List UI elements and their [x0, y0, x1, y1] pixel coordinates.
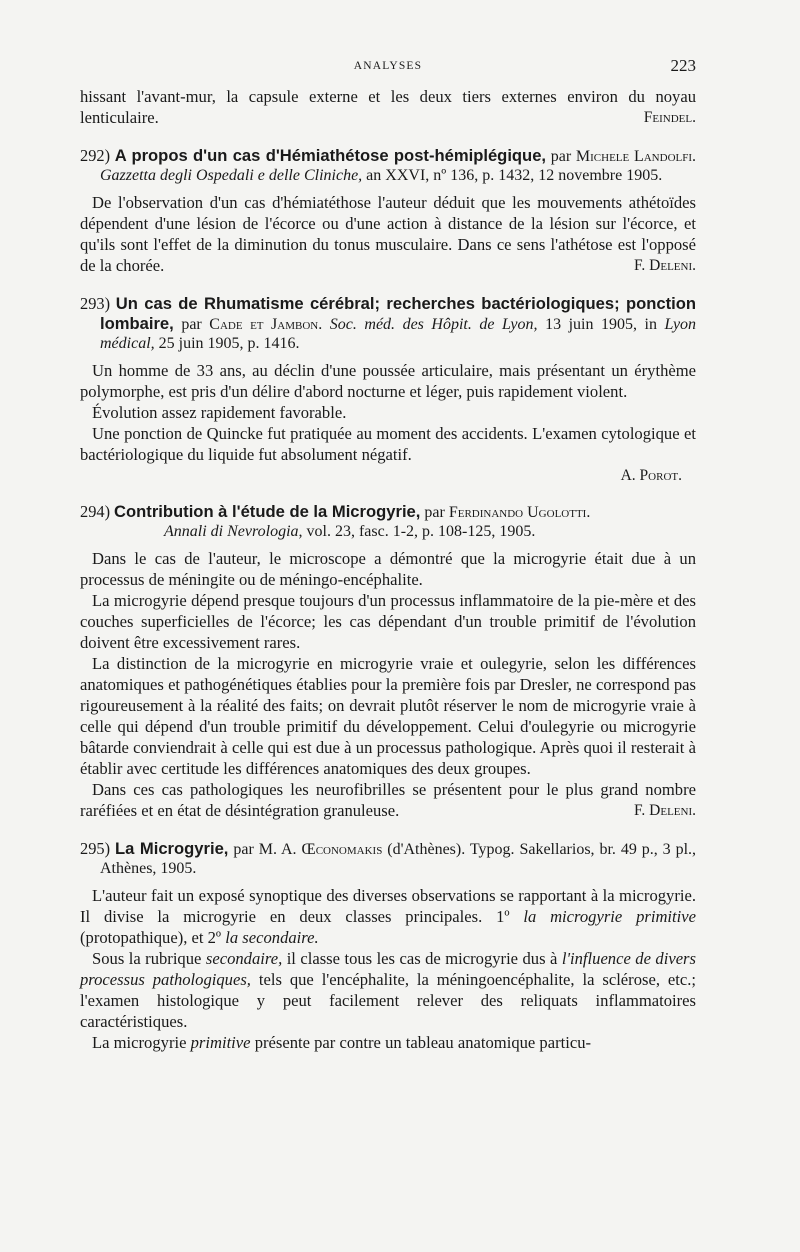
- entry-paragraph: Évolution assez rapidement favorable.: [92, 403, 347, 422]
- entry-authors: Cade et Jambon.: [209, 316, 323, 333]
- entry-source: Gazzetta degli Ospedali e delle Cliniche,: [100, 167, 363, 184]
- entry-authors: Ferdinando Ugolotti.: [448, 504, 591, 521]
- entry-par: par: [181, 316, 202, 333]
- entry-number: 293): [80, 294, 111, 313]
- entry-paragraph: La microgyrie dépend presque toujours d'un processus inflammatoire de la pie-mère et des couches superficielles de l'écorce; les cas dépendant d'un trouble primitif de l'évolution doivent être excessivement rares.: [80, 591, 696, 652]
- entry-details: vol. 23, fasc. 1-2, p. 108-125, 1905.: [306, 523, 536, 540]
- entry-details: an XXVI, nº 136, p. 1432, 12 novembre 1905.: [366, 167, 663, 184]
- entry-signature: F. Deleni.: [634, 257, 696, 274]
- entry-par: par: [550, 148, 572, 165]
- running-title: ANALYSES: [353, 60, 423, 72]
- running-head: [80, 56, 696, 80]
- entry-paragraph: Un homme de 33 ans, au déclin d'une poussée articulaire, mais présentant un érythème polymorphe, est pris d'un délire d'abord nocturne et léger, puis rapidement violent.: [80, 361, 696, 401]
- entry-title: Un cas de Rhumatisme cérébral; recherches bactériologiques; ponction lombaire,: [100, 294, 697, 333]
- abstract-entry-295: [80, 839, 696, 1053]
- entry-title: La Microgyrie,: [114, 839, 229, 858]
- entry-paragraph: Dans le cas de l'auteur, le microscope a démontré que la microgyrie était due à un processus de méningite ou de méningo-encéphalite.: [80, 549, 696, 589]
- entry-source: Annali di Nevrologia,: [164, 523, 303, 540]
- continuation-text: [80, 86, 696, 128]
- entry-paragraph: Une ponction de Quincke fut pratiquée au moment des accidents. L'examen cytologique et bactériologique du liquide fut absolument négatif.: [80, 424, 696, 464]
- entry-emphasis: la secondaire.: [225, 928, 319, 947]
- entry-details: (d'Athènes). Typog. Sakellarios, br. 49 p., 3 pl., Athènes, 1905.: [100, 841, 697, 877]
- entry-paragraph-text: il classe tous les cas de microgyrie dus à: [286, 949, 558, 968]
- entry-title: A propos d'un cas d'Hémiathétose post-hémiplégique,: [114, 146, 547, 165]
- entry-details-2: 25 juin 1905, p. 1416.: [158, 335, 300, 352]
- entry-title: Contribution à l'étude de la Microgyrie,: [114, 502, 421, 521]
- page-number: 223: [670, 56, 696, 75]
- entry-paragraph-text: Sous la rubrique: [92, 949, 202, 968]
- entry-number: 292): [80, 146, 111, 165]
- entry-number: 295): [80, 839, 111, 858]
- abstract-entry-292: [80, 146, 696, 276]
- entry-paragraph-text: tels que l'encéphalite, la méningoencéphalite, la sclérose, etc.; l'examen histologique y peut facilement relever des reliquats inflammatoires caractéristiques.: [80, 970, 696, 1031]
- continuation-body: hissant l'avant-mur, la capsule externe et les deux tiers externes environ du noyau lenticulaire.: [80, 87, 696, 127]
- entry-source: Soc. méd. des Hôpit. de Lyon,: [329, 316, 538, 333]
- entry-paragraph-text: présente par contre un tableau anatomique particu-: [254, 1033, 592, 1052]
- entry-emphasis: primitive: [190, 1033, 251, 1052]
- entry-paragraph-text: (protopathique), et 2º: [80, 928, 222, 947]
- entry-par: par: [424, 504, 445, 521]
- entry-heading: [80, 839, 696, 878]
- entry-emphasis: secondaire,: [205, 949, 283, 968]
- entry-paragraph: [80, 948, 696, 1032]
- entry-emphasis: la microgyrie primitive: [523, 907, 696, 926]
- entry-paragraph: La distinction de la microgyrie en microgyrie vraie et oulegyrie, selon les différences anatomiques et pathogénétiques établies pour la première fois par Dresler, ne correspond pas rigoureusement à la réalité des faits; on devrait plutôt réserver le nom de microgyrie vraie à celle qui dépend d'un trouble primitif du développement. Celui d'oulegyrie ou microgyrie bâtarde conviendrait à celle qui est due à un processus pathologique. Après quoi il resterait à établir avec certitude les différences anatomiques des deux groupes.: [80, 654, 696, 778]
- entry-heading: [80, 146, 696, 185]
- entry-signature: A. Porot.: [620, 467, 682, 484]
- abstract-entry-294: [80, 502, 696, 821]
- entry-paragraph: [80, 779, 696, 821]
- entry-authors: Michele Landolfi.: [575, 148, 697, 165]
- entry-paragraph-text: Dans ces cas pathologiques les neurofibrilles se présentent pour le plus grand nombre raréfiées et en état de désintégration granuleuse.: [80, 780, 696, 820]
- entry-authors: M. A. Œconomakis: [258, 841, 383, 858]
- entry-signature: F. Deleni.: [634, 802, 696, 819]
- entry-emphasis: l'influence de divers processus pathologiques,: [80, 949, 696, 989]
- entry-details: 13 juin 1905, in: [545, 316, 657, 333]
- continuation-signature: Feindel.: [643, 109, 696, 126]
- entry-number: 294): [80, 502, 111, 521]
- entry-par: par: [233, 841, 254, 858]
- entry-paragraph: [80, 192, 696, 276]
- entry-heading: [80, 294, 696, 353]
- entry-source-2: Lyon médical,: [100, 316, 697, 352]
- entry-paragraph: [80, 885, 696, 948]
- entry-paragraph-text: L'auteur fait un exposé synoptique des diverses observations se rapportant à la microgyrie. Il divise la microgyrie en deux classes principales. 1º: [80, 886, 696, 926]
- entry-paragraph-text: De l'observation d'un cas d'hémiatéthose l'auteur déduit que les mouvements athétoïdes dépendent d'une lésion de l'écorce ou d'une action à distance de la lésion sur l'écorce, et qu'ils sont l'effet de la diminution du tonus musculaire. Dans ce sens l'athétose est l'opposé de la chorée.: [80, 193, 696, 275]
- entry-heading: [80, 502, 696, 541]
- entry-paragraph: [80, 1032, 696, 1053]
- abstract-entry-293: [80, 294, 696, 486]
- entry-paragraph-text: La microgyrie: [92, 1033, 187, 1052]
